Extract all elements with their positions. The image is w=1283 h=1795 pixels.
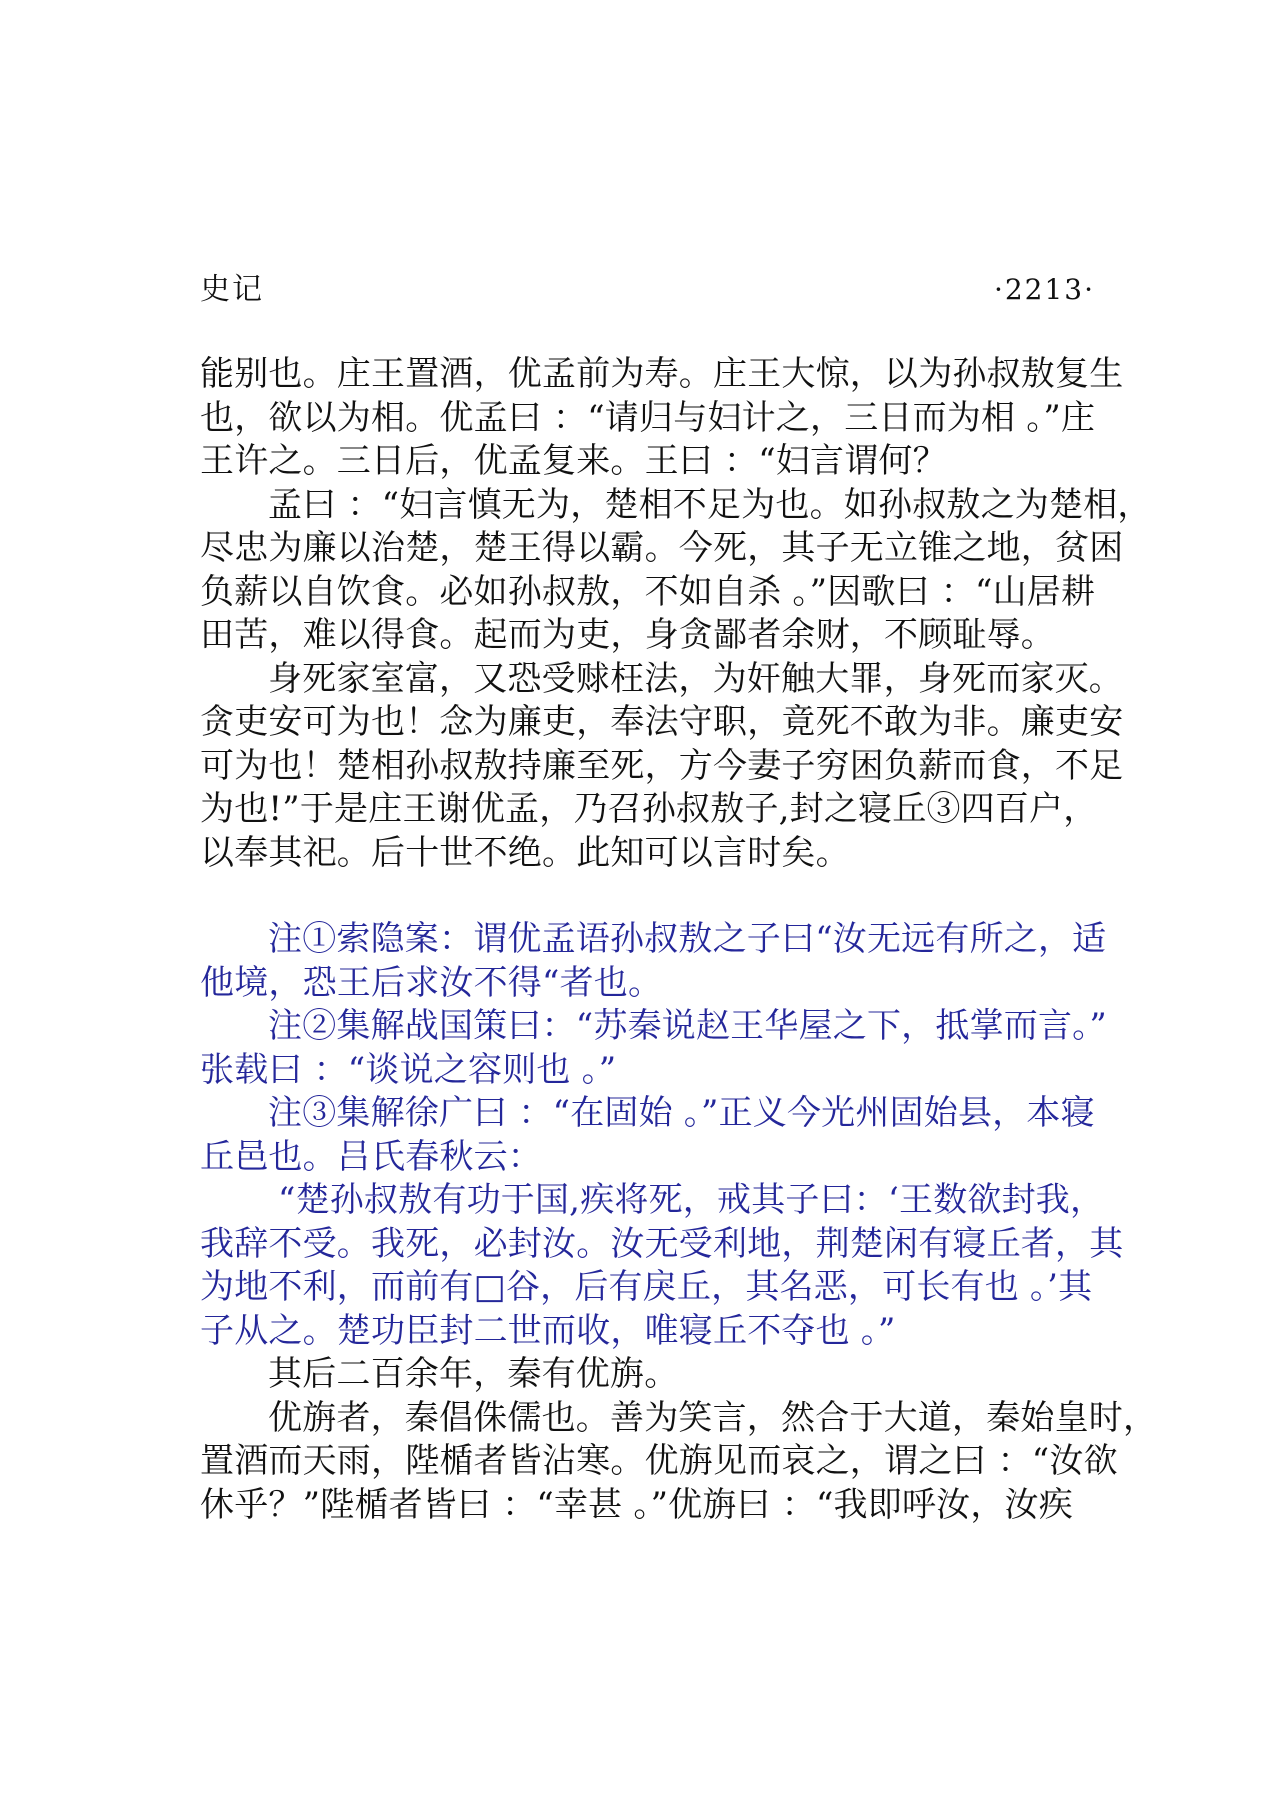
text-line: 为也!”于是庄王谢优孟，乃召孙叔敖子,封之寝丘③四百户， bbox=[200, 789, 1098, 829]
note-line: 注③集解徐广曰 ：“在固始 。”正义今光州固始县，本寝 bbox=[268, 1093, 1095, 1133]
note-line: 注①索隐案：谓优孟语孙叔敖之子曰“汝无远有所之，适 bbox=[268, 919, 1107, 959]
text-line: 休乎？”陛楯者皆曰 ：“幸甚 。”优旃曰 ：“我即呼汝，汝疾 bbox=[200, 1484, 1073, 1525]
note-line: “楚孙叔敖有功于国,疾将死，戒其子曰：‘王数欲封我， bbox=[278, 1180, 1105, 1220]
text-line: 其后二百余年，秦有优旃。 bbox=[268, 1354, 679, 1394]
text-line: 置酒而天雨，陛楯者皆沾寒。优旃见而哀之，谓之曰 ：“汝欲 bbox=[200, 1441, 1118, 1481]
note-line: 他境，恐王后求汝不得“者也。 bbox=[200, 962, 663, 1003]
text-line: 以奉其祀。后十世不绝。此知可以言时矣。 bbox=[200, 832, 850, 873]
text-line: 王许之。三日后，优孟复来。王曰 ：“妇言谓何？ bbox=[200, 441, 947, 481]
main-text bbox=[200, 353, 1158, 1527]
paragraph-gap bbox=[200, 875, 1100, 918]
text-line: 也，欲以为相。优孟曰 ：“请归与妇计之，三日而为相 。”庄 bbox=[200, 397, 1096, 438]
text-line: 能别也。庄王置酒，优孟前为寿。庄王大惊，以为孙叔敖复生 bbox=[200, 354, 1124, 394]
page-number: ·2213· bbox=[993, 273, 1095, 306]
text-line: 尽忠为廉以治楚，楚王得以霸。今死，其子无立锥之地，贫困 bbox=[200, 528, 1124, 568]
text-line: 贪吏安可为也！念为廉吏，奉法守职，竟死不敢为非。廉吏安 bbox=[200, 702, 1124, 742]
note-line: 我辞不受。我死，必封汝。汝无受利地，荆楚闲有寝丘者，其 bbox=[200, 1223, 1124, 1264]
note-line: 注②集解战国策曰：“苏秦说赵王华屋之下，抵掌而言。” bbox=[268, 1006, 1107, 1046]
text-line: 优旃者，秦倡侏儒也。善为笑言，然合于大道，秦始皇时， bbox=[268, 1397, 1158, 1438]
page-header bbox=[200, 268, 1095, 312]
note-line: 张载曰 ：“谈说之容则也 。” bbox=[200, 1049, 617, 1090]
text-line: 身死家室富，又恐受赇枉法，为奸触大罪，身死而家灭。 bbox=[268, 658, 1123, 699]
book-title: 史记 bbox=[200, 272, 264, 307]
note-line: 丘邑也。吕氏春秋云： bbox=[200, 1136, 542, 1177]
text-line: 负薪以自饮食。必如孙叔敖，不如自杀 。”因歌曰 ：“山居耕 bbox=[200, 571, 1096, 612]
note-line: 子从之。楚功臣封二世而收，唯寝丘不夺也 。” bbox=[200, 1310, 896, 1351]
text-line: 孟曰 ：“妇言慎无为，楚相不足为也。如孙叔敖之为楚相， bbox=[268, 484, 1152, 525]
text-line: 可为也！楚相孙叔敖持廉至死，方今妻子穷困负薪而食，不足 bbox=[200, 745, 1124, 786]
note-line: 为地不利，而前有□谷，后有戾丘，其名恶，可长有也 。’其 bbox=[200, 1267, 1093, 1307]
text-line: 田苦，难以得食。起而为吏，身贪鄙者余财，不顾耻辱。 bbox=[200, 615, 1055, 655]
